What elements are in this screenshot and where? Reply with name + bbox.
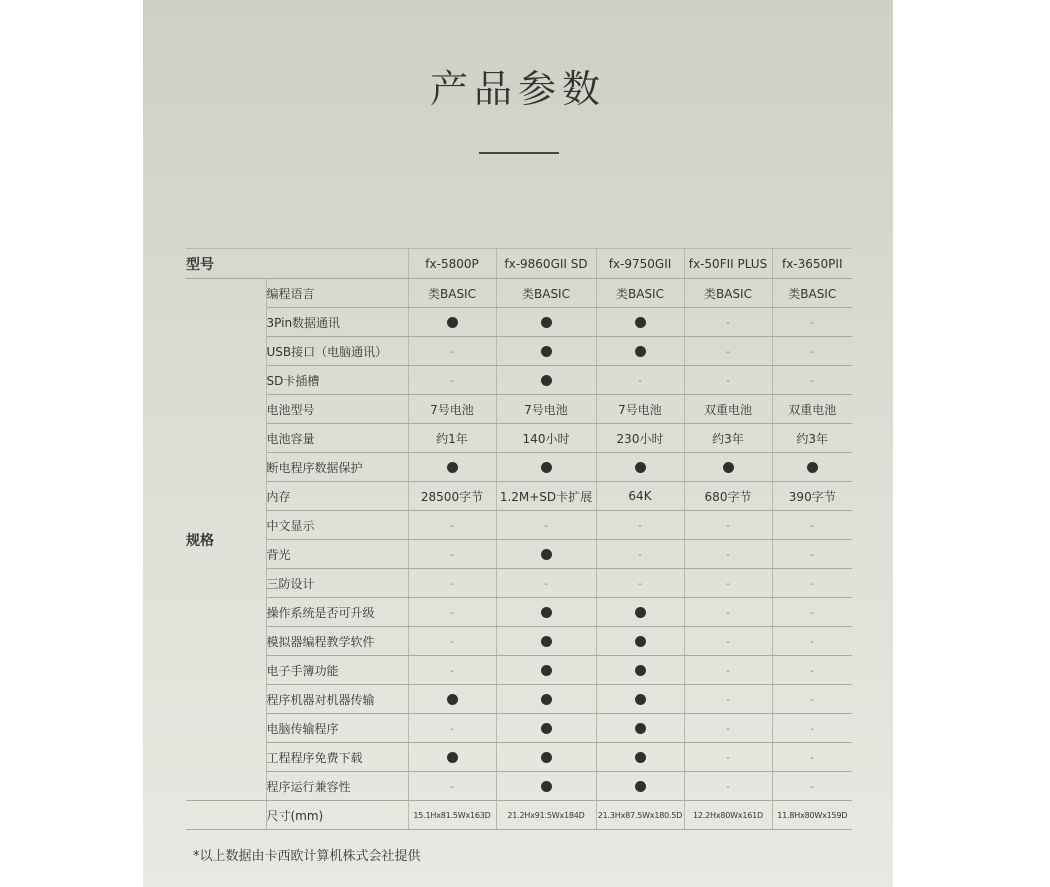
cell-text: 类BASIC (616, 286, 664, 301)
cell-value (684, 598, 772, 627)
table-row (186, 714, 852, 743)
row-label: 背光 (266, 540, 408, 569)
cell-value (772, 366, 852, 395)
cell-value (684, 511, 772, 540)
supported-dot-icon (541, 781, 552, 792)
not-supported-dash: - (544, 521, 548, 532)
not-supported-dash: - (726, 724, 730, 735)
dimensions-label: 尺寸(mm) (266, 801, 408, 830)
cell-value (408, 772, 496, 801)
table-row (186, 395, 852, 424)
cell-value (596, 540, 684, 569)
cell-text: 230小时 (616, 431, 664, 446)
not-supported-dash: - (810, 666, 815, 677)
cell-value (596, 511, 684, 540)
not-supported-dash: - (450, 347, 454, 358)
cell-value (596, 366, 684, 395)
table-row (186, 656, 852, 685)
not-supported-dash: - (810, 579, 815, 590)
supported-dot-icon (541, 636, 552, 647)
cell-value (772, 279, 852, 308)
cell-value (408, 395, 496, 424)
cell-value (684, 656, 772, 685)
supported-dot-icon (447, 694, 458, 705)
not-supported-dash: - (726, 637, 730, 648)
supported-dot-icon (447, 317, 458, 328)
row-label: 程序机器对机器传输 (266, 685, 408, 714)
cell-text: 1.2M+SD卡扩展 (499, 489, 593, 504)
cell-text: 约3年 (796, 431, 829, 446)
not-supported-dash: - (638, 550, 642, 561)
row-label: 编程语言 (266, 279, 408, 308)
cell-value (772, 308, 852, 337)
supported-dot-icon (541, 317, 552, 328)
not-supported-dash: - (450, 637, 454, 648)
not-supported-dash: - (638, 376, 642, 387)
not-supported-dash: - (726, 666, 730, 677)
not-supported-dash: - (450, 724, 454, 735)
supported-dot-icon (635, 723, 646, 734)
table-row (186, 279, 852, 308)
supported-dot-icon (723, 462, 734, 473)
cell-value (684, 366, 772, 395)
supported-dot-icon (635, 694, 646, 705)
not-supported-dash: - (726, 318, 730, 329)
cell-value (408, 366, 496, 395)
cell-text: 680字节 (704, 489, 752, 504)
supported-dot-icon (807, 462, 818, 473)
row-label: USB接口（电脑通讯） (266, 337, 408, 366)
cell-value (684, 569, 772, 598)
row-label: 模拟器编程教学软件 (266, 627, 408, 656)
not-supported-dash: - (726, 579, 730, 590)
cell-text: 类BASIC (428, 286, 476, 301)
cell-value (496, 540, 596, 569)
cell-value (684, 540, 772, 569)
supported-dot-icon (635, 665, 646, 676)
cell-value (772, 685, 852, 714)
table-row (186, 540, 852, 569)
cell-value (408, 598, 496, 627)
cell-value (408, 627, 496, 656)
cell-value (684, 308, 772, 337)
cell-text: 类BASIC (788, 286, 837, 301)
spec-group-label: 规格 (186, 279, 266, 801)
not-supported-dash: - (638, 521, 642, 532)
cell-value (408, 308, 496, 337)
not-supported-dash: - (544, 579, 548, 590)
cell-value (496, 685, 596, 714)
cell-text: 类BASIC (704, 286, 752, 301)
model-name: fx-3650PII (772, 249, 852, 279)
cell-text: 约1年 (436, 431, 468, 446)
supported-dot-icon (635, 636, 646, 647)
cell-value (408, 453, 496, 482)
row-label: 操作系统是否可升级 (266, 598, 408, 627)
row-label: 断电程序数据保护 (266, 453, 408, 482)
cell-value (408, 714, 496, 743)
cell-value (596, 656, 684, 685)
cell-value (496, 743, 596, 772)
cell-value (772, 395, 852, 424)
cell-value (496, 337, 596, 366)
row-label: 电池容量 (266, 424, 408, 453)
supported-dot-icon (447, 752, 458, 763)
cell-value (772, 453, 852, 482)
row-label: 3Pin数据通讯 (266, 308, 408, 337)
cell-value (684, 453, 772, 482)
cell-value (408, 337, 496, 366)
model-name: fx-50FII PLUS (684, 249, 772, 279)
not-supported-dash: - (726, 521, 730, 532)
not-supported-dash: - (450, 782, 454, 793)
cell-value (772, 337, 852, 366)
supported-dot-icon (541, 694, 552, 705)
not-supported-dash: - (810, 695, 815, 706)
cell-value (596, 627, 684, 656)
cell-value (496, 656, 596, 685)
not-supported-dash: - (726, 550, 730, 561)
table-row (186, 685, 852, 714)
table-row (186, 598, 852, 627)
table-row (186, 743, 852, 772)
cell-value (596, 308, 684, 337)
cell-value (772, 540, 852, 569)
not-supported-dash: - (810, 637, 815, 648)
content-panel (143, 0, 893, 887)
cell-value (596, 279, 684, 308)
cell-value (596, 772, 684, 801)
row-label: 中文显示 (266, 511, 408, 540)
cell-value (496, 482, 596, 511)
table-row (186, 337, 852, 366)
dimensions-row (186, 801, 852, 830)
footnote: *以上数据由卡西欧计算机株式会社提供 (193, 849, 421, 864)
not-supported-dash: - (726, 347, 730, 358)
table-row (186, 482, 852, 511)
cell-value (772, 714, 852, 743)
not-supported-dash: - (810, 376, 815, 387)
not-supported-dash: - (810, 318, 815, 329)
cell-value (496, 772, 596, 801)
table-row (186, 453, 852, 482)
supported-dot-icon (541, 549, 552, 560)
dimension-value: 21.2Hx91.5Wx184D (496, 801, 596, 830)
title-divider (479, 152, 559, 154)
cell-value (772, 627, 852, 656)
supported-dot-icon (541, 607, 552, 618)
supported-dot-icon (541, 723, 552, 734)
table-header-row (186, 249, 852, 279)
not-supported-dash: - (810, 608, 815, 619)
row-label: 程序运行兼容性 (266, 772, 408, 801)
cell-value (496, 395, 596, 424)
not-supported-dash: - (450, 608, 454, 619)
cell-text: 7号电池 (618, 402, 662, 417)
model-name: fx-9860GII SD (496, 249, 596, 279)
table-row (186, 569, 852, 598)
cell-text: 28500字节 (420, 489, 484, 504)
cell-value (772, 511, 852, 540)
cell-value (684, 714, 772, 743)
cell-text: 类BASIC (522, 286, 570, 301)
table-row (186, 366, 852, 395)
page-title: 产品参数 (429, 67, 606, 111)
cell-value (772, 569, 852, 598)
cell-value (772, 598, 852, 627)
supported-dot-icon (447, 462, 458, 473)
supported-dot-icon (541, 462, 552, 473)
cell-text: 7号电池 (524, 402, 568, 417)
cell-text: 双重电池 (703, 402, 752, 417)
cell-value (408, 743, 496, 772)
not-supported-dash: - (726, 782, 730, 793)
cell-value (596, 714, 684, 743)
cell-value (772, 424, 852, 453)
row-label: 工程程序免费下载 (266, 743, 408, 772)
supported-dot-icon (635, 781, 646, 792)
table-row (186, 308, 852, 337)
row-label: 电子手簿功能 (266, 656, 408, 685)
cell-value (408, 540, 496, 569)
cell-value (408, 569, 496, 598)
cell-value (496, 598, 596, 627)
dimension-value: 15.1Hx81.5Wx163D (408, 801, 496, 830)
cell-value (684, 395, 772, 424)
cell-value (408, 424, 496, 453)
cell-value (496, 511, 596, 540)
cell-value (684, 424, 772, 453)
cell-value (596, 743, 684, 772)
spec-table (186, 248, 852, 830)
cell-value (496, 453, 596, 482)
table-row (186, 627, 852, 656)
not-supported-dash: - (726, 608, 730, 619)
table-row (186, 511, 852, 540)
cell-value (772, 743, 852, 772)
cell-value (496, 627, 596, 656)
cell-text: 140小时 (522, 431, 570, 446)
not-supported-dash: - (726, 753, 730, 764)
cell-value (408, 656, 496, 685)
dimension-value: 21.3Hx87.5Wx180.5D (596, 801, 684, 830)
not-supported-dash: - (810, 753, 815, 764)
empty-cell (186, 801, 266, 830)
cell-value (408, 685, 496, 714)
cell-value (772, 482, 852, 511)
not-supported-dash: - (450, 550, 454, 561)
not-supported-dash: - (810, 724, 815, 735)
cell-value (684, 772, 772, 801)
cell-value (496, 424, 596, 453)
supported-dot-icon (635, 607, 646, 618)
row-label: 电脑传输程序 (266, 714, 408, 743)
cell-value (496, 569, 596, 598)
cell-value (408, 279, 496, 308)
cell-value (596, 395, 684, 424)
model-name: fx-9750GII (596, 249, 684, 279)
cell-value (684, 627, 772, 656)
cell-value (496, 279, 596, 308)
supported-dot-icon (541, 752, 552, 763)
cell-value (684, 279, 772, 308)
cell-value (496, 366, 596, 395)
supported-dot-icon (541, 375, 552, 386)
cell-value (596, 569, 684, 598)
cell-value (596, 337, 684, 366)
cell-text: 64K (628, 489, 652, 503)
cell-value (596, 598, 684, 627)
not-supported-dash: - (450, 579, 454, 590)
not-supported-dash: - (450, 521, 454, 532)
cell-value (496, 714, 596, 743)
not-supported-dash: - (810, 521, 815, 532)
model-name: fx-5800P (408, 249, 496, 279)
row-label: 三防设计 (266, 569, 408, 598)
cell-text: 约3年 (712, 431, 744, 446)
dimension-value: 12.2Hx80Wx161D (684, 801, 772, 830)
not-supported-dash: - (810, 782, 815, 793)
not-supported-dash: - (450, 666, 454, 677)
supported-dot-icon (635, 462, 646, 473)
not-supported-dash: - (726, 695, 730, 706)
supported-dot-icon (541, 665, 552, 676)
cell-value (684, 743, 772, 772)
not-supported-dash: - (638, 579, 642, 590)
cell-text: 7号电池 (430, 402, 474, 417)
table-row (186, 424, 852, 453)
row-label: 电池型号 (266, 395, 408, 424)
cell-value (408, 511, 496, 540)
supported-dot-icon (635, 752, 646, 763)
cell-value (772, 656, 852, 685)
cell-value (496, 308, 596, 337)
row-label: SD卡插槽 (266, 366, 408, 395)
cell-value (596, 482, 684, 511)
cell-value (596, 453, 684, 482)
cell-value (684, 685, 772, 714)
supported-dot-icon (635, 317, 646, 328)
not-supported-dash: - (726, 376, 730, 387)
row-label: 内存 (266, 482, 408, 511)
cell-value (408, 482, 496, 511)
cell-value (684, 482, 772, 511)
cell-value (596, 424, 684, 453)
table-row (186, 772, 852, 801)
not-supported-dash: - (810, 550, 815, 561)
supported-dot-icon (635, 346, 646, 357)
dimension-value: 11.8Hx80Wx159D (772, 801, 852, 830)
not-supported-dash: - (810, 347, 815, 358)
model-header: 型号 (186, 249, 408, 279)
not-supported-dash: - (450, 376, 454, 387)
cell-value (772, 772, 852, 801)
cell-value (596, 685, 684, 714)
cell-text: 390字节 (788, 489, 836, 504)
cell-text: 双重电池 (788, 402, 837, 417)
supported-dot-icon (541, 346, 552, 357)
cell-value (684, 337, 772, 366)
